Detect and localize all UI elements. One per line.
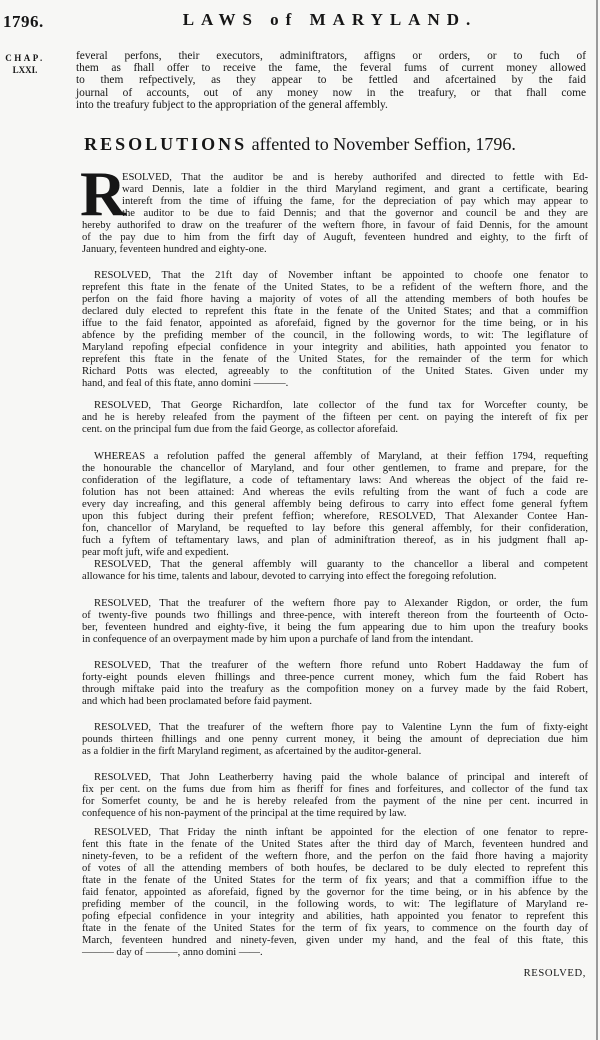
text-line: RESOLVED, That Friday the ninth inftant be appointed for the election of one fenator to repre-	[94, 827, 588, 838]
text-line: reprefent this ftate in the fenate of the United States, for the remainder of the term for which	[82, 354, 588, 365]
resolution-rigdon	[82, 598, 588, 646]
catchword: RESOLVED,	[523, 968, 586, 979]
text-line: upon this fubject during their prefent feffion; wherefore, RESOLVED, That Alexander Contee Han-	[82, 511, 588, 522]
text-line: abfence by the prefiding member of the council, in the following words, to wit: The legiflature of	[82, 330, 588, 341]
text-line: for Somerfet county, be and he is hereby releafed from the payment of the nine per cent. incurred in	[82, 796, 588, 807]
text-line: the honourable the chancellor of Maryland, and four other gentlemen, to frame and prepare, for the	[82, 463, 588, 474]
text-line: every day increafing, and this general affembly being defirous to carry into effect fome general fyftem	[82, 499, 588, 510]
text-line: Maryland repofing efpecial confidence in your integrity and abilities, hath appointed you fenator to	[82, 342, 588, 353]
text-line: declared duly elected to reprefent this ftate in the fenate of the United States; and that a commiffion	[82, 306, 588, 317]
text-line: ——— day of ———, anno domini ——.	[82, 947, 263, 958]
text-line: January, feventeen hundred and eighty-one.	[82, 244, 267, 255]
text-line: RESOLVED, That George Richardfon, late collector of the fund tax for Worcefter county, be	[94, 400, 588, 411]
text-line: into the treafury fubject to the appropriation of the general affembly.	[76, 98, 388, 111]
text-line: Richard Potts was elected, agreeably to the conftitution of the United States. Given under my	[82, 366, 588, 377]
text-line: journal of accounts, out of any money now in the treafury, or that fhall come	[76, 86, 586, 99]
text-line: RESOLVED, That the general affembly will guaranty to the chancellor a liberal and competent	[94, 559, 588, 570]
text-line: fon, chancellor of Maryland, be requefted to lay before this general affembly, for their confideration,	[82, 523, 588, 534]
text-line: ber, feventeen hundred and eighty-five, it being the fum appearing due to him upon the treafury books	[82, 622, 588, 633]
resolution-chancellor-allowance	[82, 559, 588, 583]
text-line: ftate in the fenate of the United States for the term of fix years; and that a commiffion iffue to the	[82, 875, 588, 886]
resolution-lynn	[82, 722, 588, 758]
resolution-friday-election	[82, 827, 588, 959]
text-line: prefiding member of the council, in the following words, to wit: The legiflature of Maryland re-	[82, 899, 588, 910]
text-line: forty-eight pounds eleven fhillings and three-pence current money, which fum the faid Robert has	[82, 672, 588, 683]
text-line: ninety-feven, to be a refident of the weftern fhore, and the perfon on the faid fhore having a majority	[82, 851, 588, 862]
section-title	[0, 134, 600, 155]
text-line: ESOLVED, That the auditor be and is hereby authorifed and directed to fettle with Ed-	[122, 172, 588, 183]
text-line: pounds thirteen fhillings and one penny current money, it being the amount of depreciation due him	[82, 734, 588, 745]
text-line: them as fhall offer to receive the fame, the feveral fums of current money allowed	[76, 62, 586, 75]
text-line: faid fenator, appointed as aforefaid, figned by the governor for the time being, or in his abfence by the	[82, 887, 588, 898]
resolution-dennis	[80, 158, 588, 256]
page-year: 1796.	[3, 12, 44, 31]
text-line: pofing efpecial confidence in your integrity and abilities, hath appointed you fenator to reprefent this	[82, 911, 588, 922]
text-line: the auditor to be due to faid Dennis; and that the governor and council be and they are	[122, 208, 588, 219]
chapter-label: CHAP.	[5, 53, 45, 63]
resolution-richardson	[82, 400, 588, 436]
resolution-senator-election	[82, 270, 588, 390]
text-line: of the pay due to him from the firft day of Auguft, feventeen hundred and eighty, to the firft of	[82, 232, 588, 243]
section-title-rest: affented to November Seffion, 1796.	[251, 134, 516, 154]
text-line: through miftake paid into the treafury as the compofition money on a furvey made by the faid Robert,	[82, 684, 588, 695]
text-line: and which had been proclamated before faid payment.	[82, 696, 313, 707]
text-line: of votes of all the attending members of both houfes, be declared to be duly elected to reprefent this	[82, 863, 588, 874]
text-line: ward Dennis, late a foldier in the third Maryland regiment, and grant a certificate, bearing	[122, 184, 588, 195]
text-line: March, feventeen hundred and ninety-feven, given under my hand, and the feal of this ftate, this	[82, 935, 588, 946]
text-line: allowance for his time, talents and labour, devoted to carrying into effect the foregoing refolution.	[82, 571, 497, 582]
text-line: confequence of his non-payment of the principal at the time required by law.	[82, 808, 407, 819]
text-line: iffue to the faid fenator, appointed as aforefaid, figned by the governor for the time being, or in his	[82, 318, 588, 329]
text-line: fuch a fyftem of teftamentary laws, and plan of adminiftration thereof, as in his judgment fhall ap-	[82, 535, 588, 546]
text-line: as a foldier in the firft Maryland regiment, as afcertained by the auditor-general.	[82, 746, 422, 757]
chapter-marginal-note	[3, 52, 47, 76]
text-line: ftate in the fenate of the United States for the term of fix years, to commence on the fourth day of	[82, 923, 588, 934]
text-line: confideration of the legiflature, a code of teftamentary laws: And whereas the object of the faid re-	[82, 475, 588, 486]
text-line: pear moft juft, wife and expedient.	[82, 547, 229, 558]
text-line: feveral perfons, their executors, adminiftrators, affigns or orders, or to fuch of	[76, 50, 586, 62]
drop-cap: R	[80, 158, 127, 229]
text-line: reprefent this ftate in the fenate of the United States, to be a refident of the weftern fhore, and the	[82, 282, 588, 293]
text-line: RESOLVED, That the treafurer of the weftern fhore refund unto Robert Haddaway the fum of	[94, 660, 588, 671]
text-line: folution has not been attained: And whereas the evils refulting from the want of fuch a code are	[82, 487, 588, 498]
text-line: of twenty-five pounds two fhillings and three-pence, with intereft thereon from the fourteenth of Octo-	[82, 610, 588, 621]
text-line: RESOLVED, That the treafurer of the weftern fhore pay to Valentine Lynn the fum of fixty-eight	[94, 722, 588, 733]
text-line: fix per cent. on the fums due from him as fheriff for fines and forfeitures, and collector of the fund tax	[82, 784, 588, 795]
text-line: hand, and feal of this ftate, anno domini ———.	[82, 378, 289, 389]
text-line: RESOLVED, That the 21ft day of November inftant be appointed to choofe one fenator to	[94, 270, 588, 281]
resolution-leatherberry	[82, 772, 588, 820]
text-line: perfon on the faid fhore having a majority of votes of all the attending members of both houfes be	[82, 294, 588, 305]
text-line: RESOLVED, That John Leatherberry having paid the whole balance of principal and intereft of	[94, 772, 588, 783]
text-line: and he is hereby releafed from the payment of the fifteen per cent. on paying the intereft of fix per	[82, 412, 588, 423]
text-line: hereby authorifed to draw on the treafurer of the weftern fhore, in favour of faid Dennis, for the amount	[82, 220, 588, 231]
continued-text	[76, 50, 586, 111]
text-line: WHEREAS a refolution paffed the general affembly of Maryland, at their feffion 1794, requefting	[94, 451, 588, 462]
text-line: RESOLVED, That the treafurer of the weftern fhore pay to Alexander Rigdon, or order, the fum	[94, 598, 588, 609]
text-line: cent. on the principal fum due from the faid George, as collector aforefaid.	[82, 424, 399, 435]
chapter-number: LXXI.	[12, 65, 38, 75]
text-line: intereft from the time of iffuing the fame, for the depreciation of pay which may appear to	[122, 196, 588, 207]
text-line: in confequence of an overpayment made by him upon a purchafe of land from the intendant.	[82, 634, 474, 645]
section-title-caps: RESOLUTIONS	[84, 134, 248, 154]
resolution-testamentary-laws	[82, 451, 588, 559]
text-line: to them refpectively, as they appear to be fettled and afcertained by the faid	[76, 74, 586, 87]
text-line: fent this ftate in the fenate of the United States after the third day of March, feventeen hundred and	[82, 839, 588, 850]
scan-edge	[596, 0, 598, 1040]
running-title: LAWS of MARYLAND.	[182, 10, 478, 29]
resolution-haddaway	[82, 660, 588, 708]
